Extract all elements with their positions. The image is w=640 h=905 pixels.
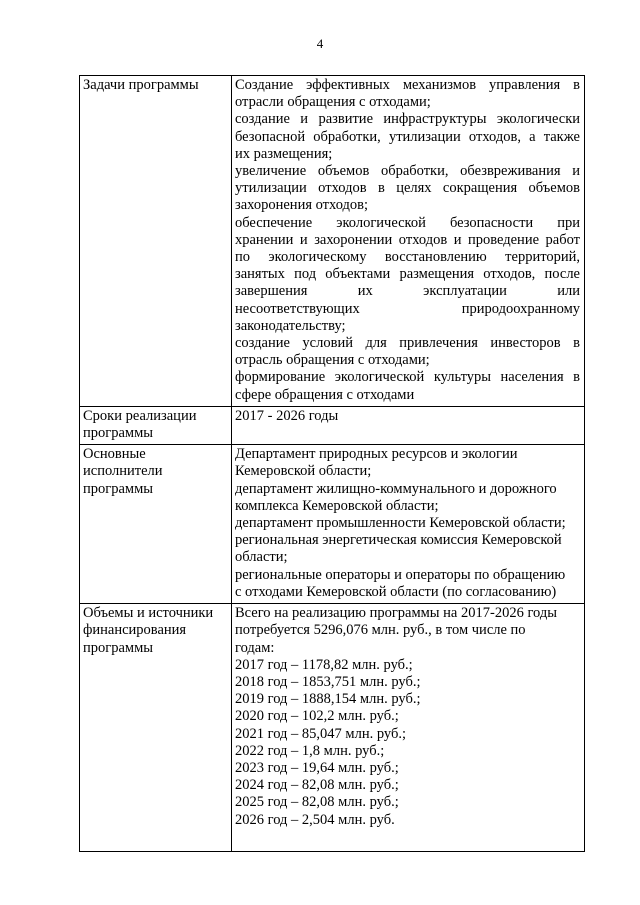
row-label-line: программы: [83, 425, 153, 442]
row-label-cell: [80, 445, 232, 604]
value-line: безопасной обработки, утилизации отходов, а также: [235, 128, 580, 145]
value-line: комплекса Кемеровской области;: [235, 497, 439, 514]
row-label-line: Задачи программы: [83, 77, 199, 93]
value-line: 2026 год – 2,504 млн. руб.: [235, 811, 395, 828]
value-line: отрасли обращения с отходами;: [235, 94, 431, 111]
value-line: законодательству;: [235, 317, 346, 334]
value-line: Кемеровской области;: [235, 463, 372, 480]
value-line: завершения их эксплуатации или: [235, 283, 580, 300]
value-line: годам:: [235, 639, 275, 656]
value-line: создание и развитие инфраструктуры экологически: [235, 111, 580, 128]
value-line: 2021 год – 85,047 млн. руб.;: [235, 725, 406, 742]
row-label-line: исполнители: [83, 463, 163, 480]
page-number: 4: [316, 36, 324, 51]
value-line: создание условий для привлечения инвесторов в: [235, 335, 580, 352]
value-line: формирование экологической культуры населения в: [235, 369, 580, 386]
value-line: 2017 год – 1178,82 млн. руб.;: [235, 656, 413, 673]
row-value-cell: [232, 76, 585, 407]
value-line: утилизации отходов в целях сокращения объемов: [235, 180, 580, 197]
cell-bottom-space: [235, 829, 580, 849]
table-row: [80, 445, 585, 604]
value-line: Создание эффективных механизмов управления в: [235, 77, 580, 93]
value-line: сфере обращения с отходами: [235, 386, 415, 403]
row-label-line: финансирования: [83, 622, 187, 639]
value-line: захоронения отходов;: [235, 197, 369, 214]
value-line: хранении и захоронении отходов и проведение работ: [235, 231, 580, 248]
value-line: несоответствующих природоохранному: [235, 300, 580, 317]
row-value-cell: [232, 445, 585, 604]
program-passport-table: [79, 75, 585, 852]
value-line: департамент жилищно-коммунального и дорожного: [235, 480, 557, 497]
row-label-cell: [80, 406, 232, 444]
value-line: региональные операторы и операторы по обращению: [235, 566, 566, 583]
value-line: 2020 год – 102,2 млн. руб.;: [235, 708, 399, 725]
passport-table-body: [80, 76, 585, 852]
value-line: 2019 год – 1888,154 млн. руб.;: [235, 691, 421, 708]
value-line: Всего на реализацию программы на 2017-2026 годы: [235, 605, 557, 622]
value-line: по экологическому восстановлению территорий,: [235, 249, 580, 266]
value-line: отрасль обращения с отходами;: [235, 352, 430, 369]
table-row: [80, 406, 585, 444]
row-value-cell: [232, 604, 585, 852]
row-label-line: программы: [83, 639, 153, 656]
value-line: потребуется 5296,076 млн. руб., в том числе по: [235, 622, 526, 639]
value-line: 2017 - 2026 годы: [235, 407, 339, 424]
row-label-line: Объемы и источники: [83, 605, 214, 622]
value-line: 2022 год – 1,8 млн. руб.;: [235, 742, 385, 759]
value-line: 2025 год – 82,08 млн. руб.;: [235, 794, 399, 811]
value-line: обеспечение экологической безопасности при: [235, 214, 580, 231]
value-line: увеличение объемов обработки, обезвреживания и: [235, 163, 580, 180]
row-label-line: Сроки реализации: [83, 407, 197, 424]
value-line: их размещения;: [235, 145, 333, 162]
value-line: занятых под объектами размещения отходов, после: [235, 266, 580, 283]
value-line: 2018 год – 1853,751 млн. руб.;: [235, 673, 421, 690]
row-label-cell: [80, 604, 232, 852]
row-value-cell: [232, 406, 585, 444]
value-line: 2024 год – 82,08 млн. руб.;: [235, 777, 399, 794]
row-label-line: программы: [83, 480, 153, 497]
value-line: с отходами Кемеровской области (по согласованию): [235, 583, 557, 600]
value-line: 2023 год – 19,64 млн. руб.;: [235, 759, 399, 776]
value-line: региональная энергетическая комиссия Кемеровской: [235, 532, 562, 549]
value-line: Департамент природных ресурсов и экологии: [235, 446, 518, 463]
value-line: области;: [235, 549, 288, 566]
row-label-cell: [80, 76, 232, 407]
row-label-line: Основные: [83, 446, 146, 463]
table-row: [80, 76, 585, 407]
table-row: [80, 604, 585, 852]
value-line: департамент промышленности Кемеровской области;: [235, 515, 566, 532]
